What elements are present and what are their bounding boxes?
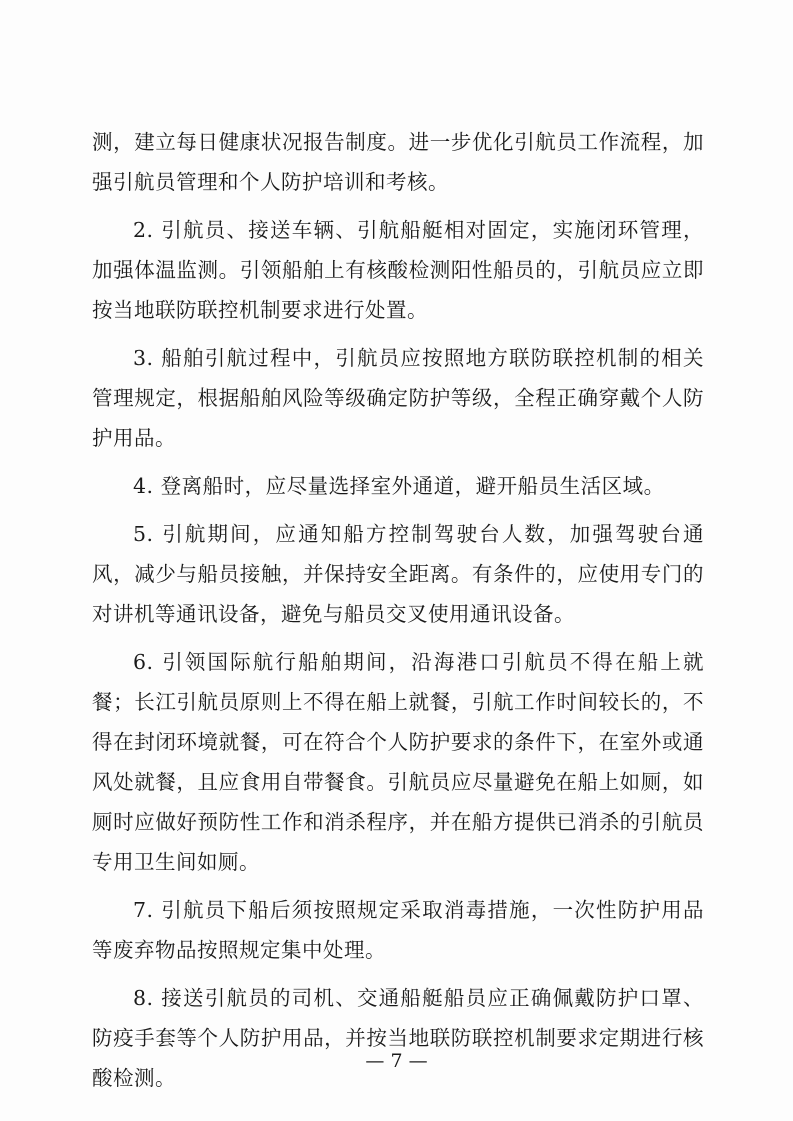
document-body (92, 122, 704, 1106)
paragraph-continuation: 测，建立每日健康状况报告制度。进一步优化引航员工作流程，加强引航员管理和个人防护培训和考核。 (92, 130, 704, 194)
paragraph-item-5: 5. 引航期间，应通知船方控制驾驶台人数，加强驾驶台通风，减少与船员接触，并保持安全距离。有条件的，应使用专门的对讲机等通讯设备，避免与船员交叉使用通讯设备。 (92, 522, 704, 626)
paragraph-item-2: 2. 引航员、接送车辆、引航船艇相对固定，实施闭环管理，加强体温监测。引领船舶上有核酸检测阳性船员的，引航员应立即按当地联防联控机制要求进行处置。 (92, 218, 704, 322)
paragraph-item-6: 6. 引领国际航行船舶期间，沿海港口引航员不得在船上就餐；长江引航员原则上不得在船上就餐，引航工作时间较长的，不得在封闭环境就餐，可在符合个人防护要求的条件下，在室外或通风处就餐，且应食用自带餐食。引航员应尽量避免在船上如厕，如厕时应做好预防性工作和消杀程序，并在船方提供已消杀的引航员专用卫生间如厕。 (92, 650, 704, 874)
page-number: — 7 — (365, 1050, 428, 1072)
paragraph-item-7: 7. 引航员下船后须按照规定采取消毒措施，一次性防护用品等废弃物品按照规定集中处理。 (92, 898, 704, 962)
paragraph-item-8: 8. 接送引航员的司机、交通船艇船员应正确佩戴防护口罩、防疫手套等个人防护用品，并按当地联防联控机制要求定期进行核酸检测。 (92, 986, 704, 1090)
paragraph-item-3: 3. 船舶引航过程中，引航员应按照地方联防联控机制的相关管理规定，根据船舶风险等级确定防护等级，全程正确穿戴个人防护用品。 (92, 346, 704, 450)
paragraph-item-4: 4. 登离船时，应尽量选择室外通道，避开船员生活区域。 (133, 474, 665, 498)
